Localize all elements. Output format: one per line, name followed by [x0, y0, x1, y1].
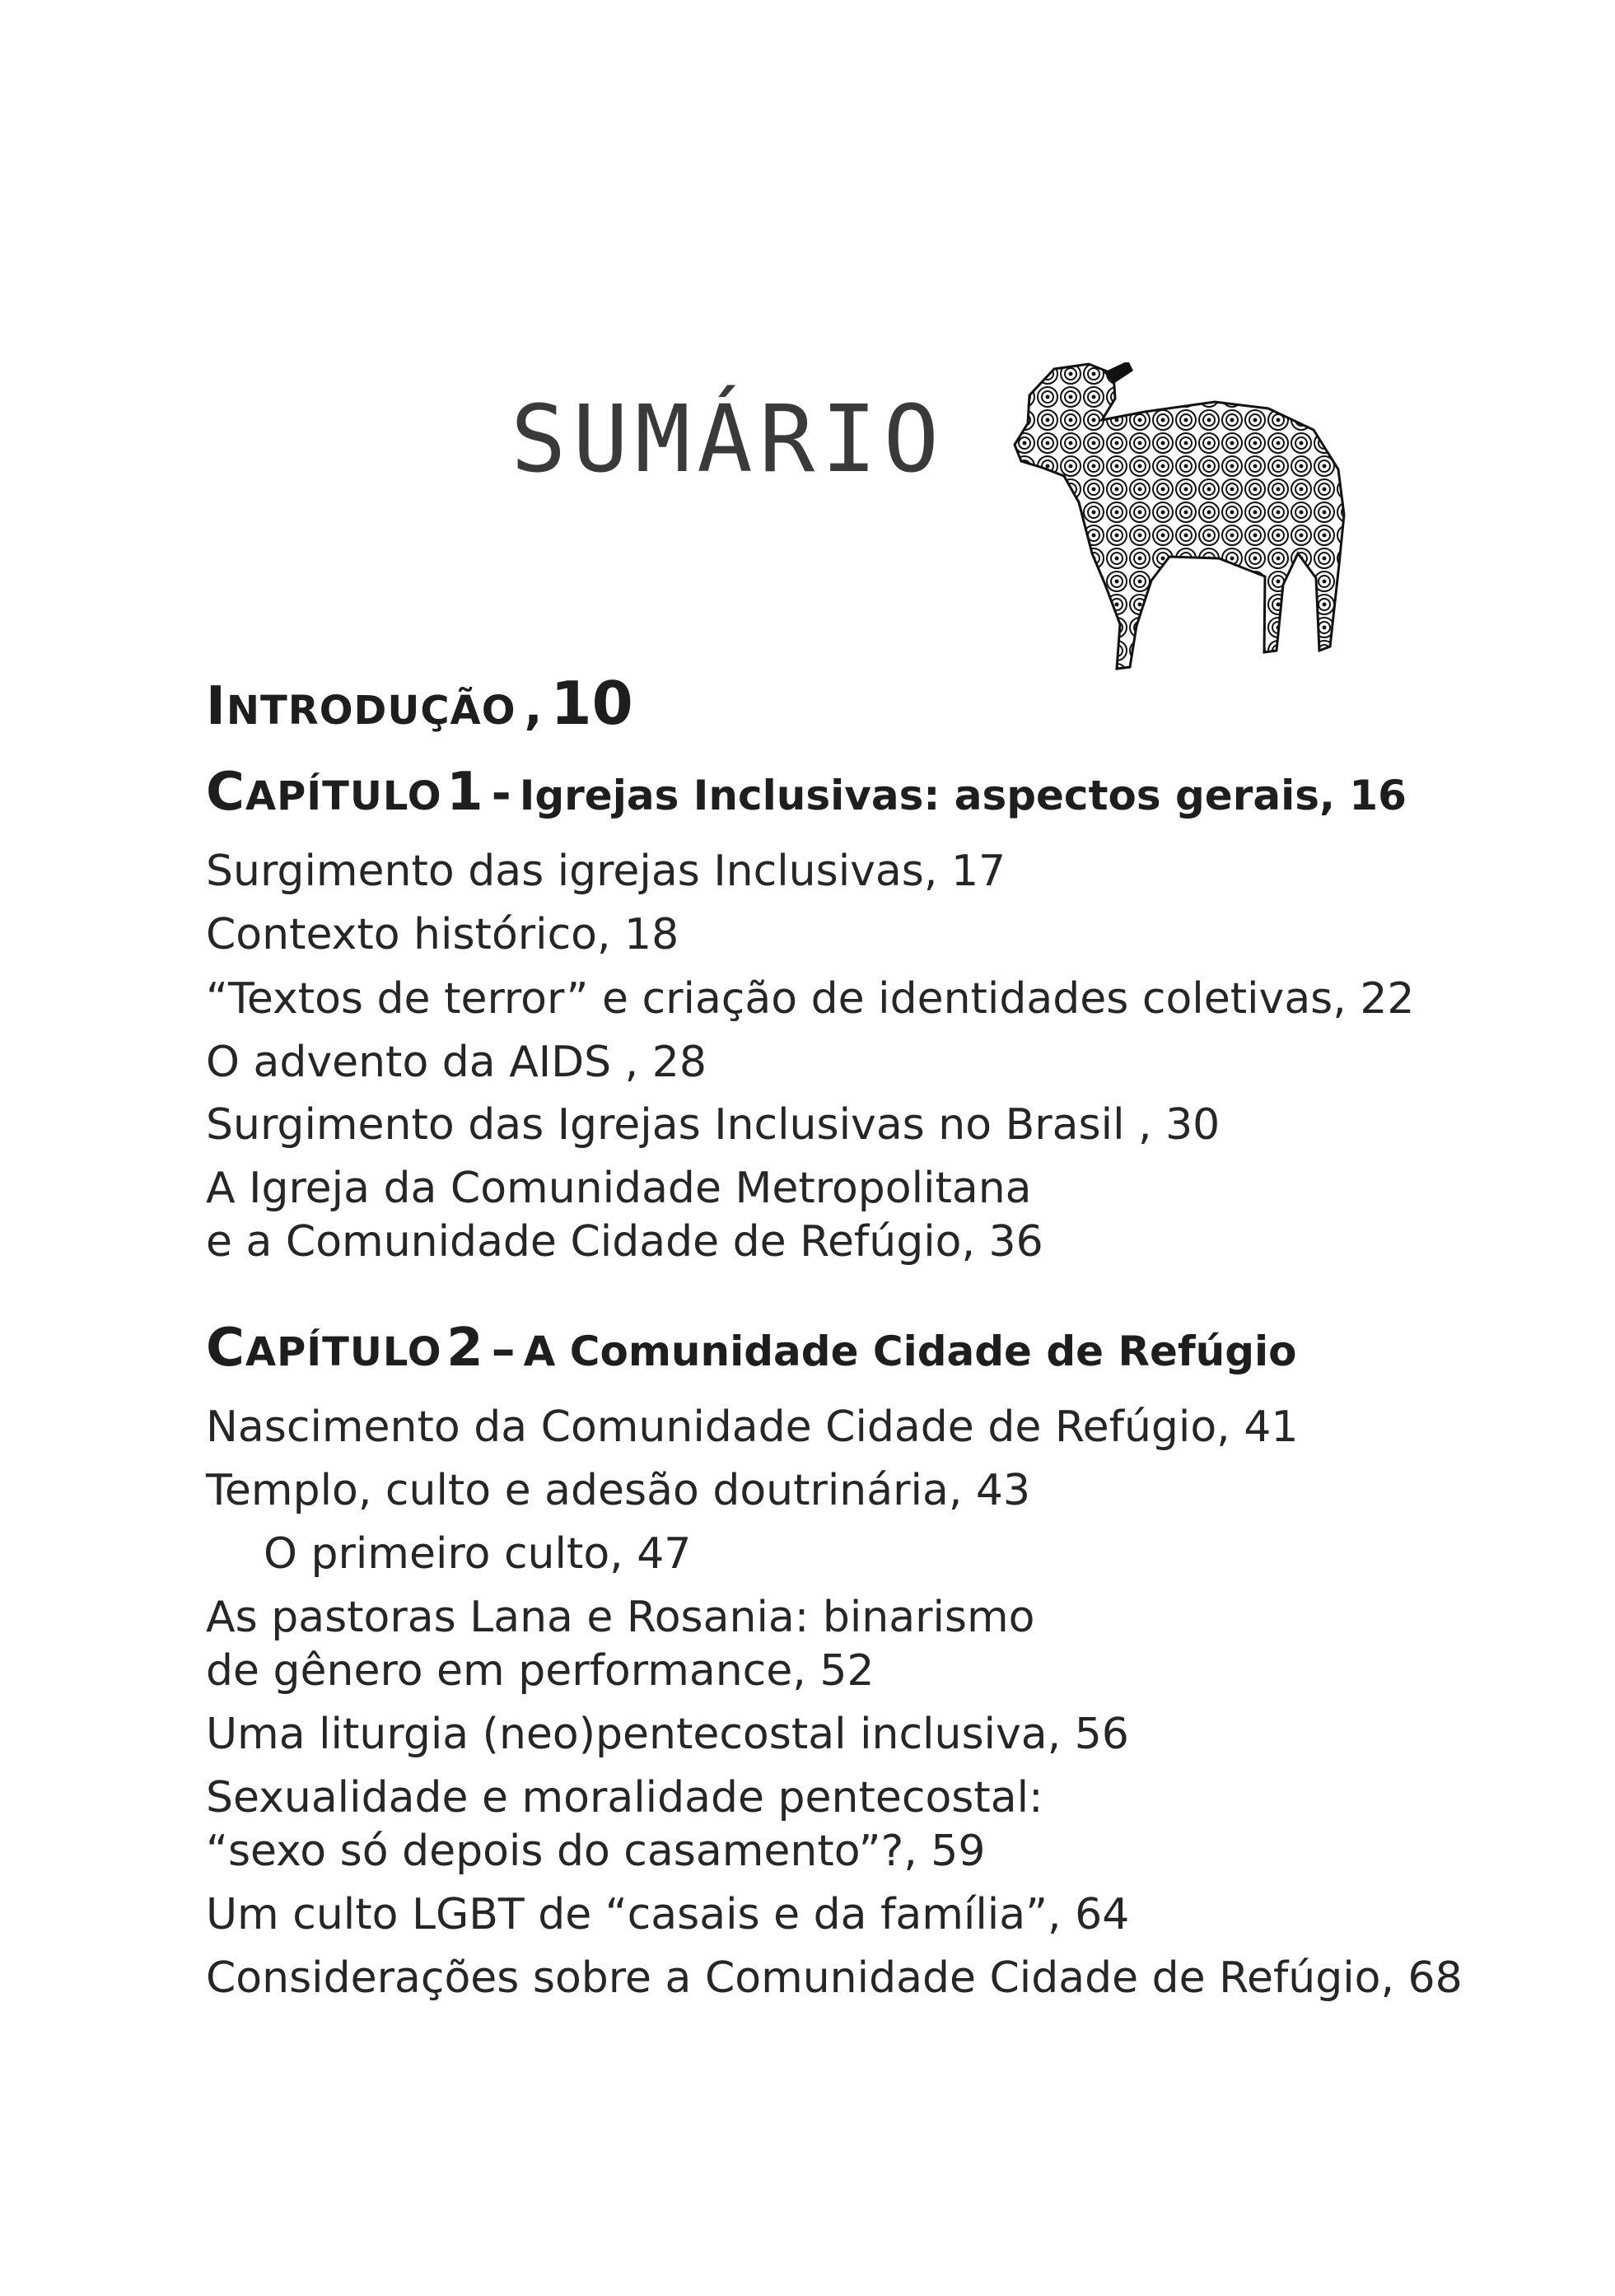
chapter2-title: A Comunidade Cidade de Refúgio: [523, 1328, 1297, 1375]
toc-entry: Templo, culto e adesão doutrinária, 43: [206, 1466, 1031, 1515]
introduction-comma: ,: [524, 679, 543, 735]
toc-entry: e a Comunidade Cidade de Refúgio, 36: [206, 1217, 1043, 1267]
introduction-heading: [206, 669, 633, 738]
chapter1-label: APÍTULO: [245, 773, 442, 819]
page-title: SUMÁRIO: [511, 386, 946, 493]
toc-entry: de gênero em performance, 52: [206, 1646, 875, 1696]
toc-entry: Nascimento da Comunidade Cidade de Refúgio, 41: [206, 1402, 1299, 1452]
toc-entry: Contexto histórico, 18: [206, 910, 679, 959]
chapter2-label: APÍTULO: [245, 1329, 442, 1375]
toc-entry: O primeiro culto, 47: [264, 1529, 692, 1579]
toc-entry: Surgimento das igrejas Inclusivas, 17: [206, 847, 1006, 896]
chapter1-number: 1: [446, 762, 483, 823]
toc-entry: A Igreja da Comunidade Metropolitana: [206, 1164, 1032, 1213]
toc-entry: Um culto LGBT de “casais e da família”, 64: [206, 1890, 1130, 1939]
sheep-icon: [1013, 362, 1359, 675]
chapter1-heading: [206, 762, 1407, 823]
chapter2-cap: C: [206, 1318, 245, 1379]
chapter2-heading: [206, 1318, 1297, 1379]
chapter2-number: 2: [446, 1318, 483, 1379]
chapter2-separator: –: [491, 1321, 516, 1377]
introduction-page: 10: [550, 669, 633, 738]
toc-entry: Considerações sobre a Comunidade Cidade de Refúgio, 68: [206, 1953, 1463, 2003]
chapter1-cap: C: [206, 762, 245, 823]
toc-entry: Sexualidade e moralidade pentecostal:: [206, 1773, 1043, 1822]
toc-entry: Uma liturgia (neo)pentecostal inclusiva, 56: [206, 1710, 1129, 1759]
toc-entry: “sexo só depois do casamento”?, 59: [206, 1827, 986, 1876]
toc-entry: “Textos de terror” e criação de identidades coletivas, 22: [206, 974, 1415, 1024]
chapter1-title: Igrejas Inclusivas: aspectos gerais, 16: [519, 772, 1407, 819]
introduction-label: NTRODUÇÃO: [226, 688, 516, 734]
toc-entry: O advento da AIDS , 28: [206, 1038, 707, 1087]
introduction-cap: I: [206, 676, 226, 737]
toc-entry: As pastoras Lana e Rosania: binarismo: [206, 1593, 1035, 1642]
chapter1-separator: -: [491, 765, 511, 821]
toc-entry: Surgimento das Igrejas Inclusivas no Brasil , 30: [206, 1100, 1221, 1150]
